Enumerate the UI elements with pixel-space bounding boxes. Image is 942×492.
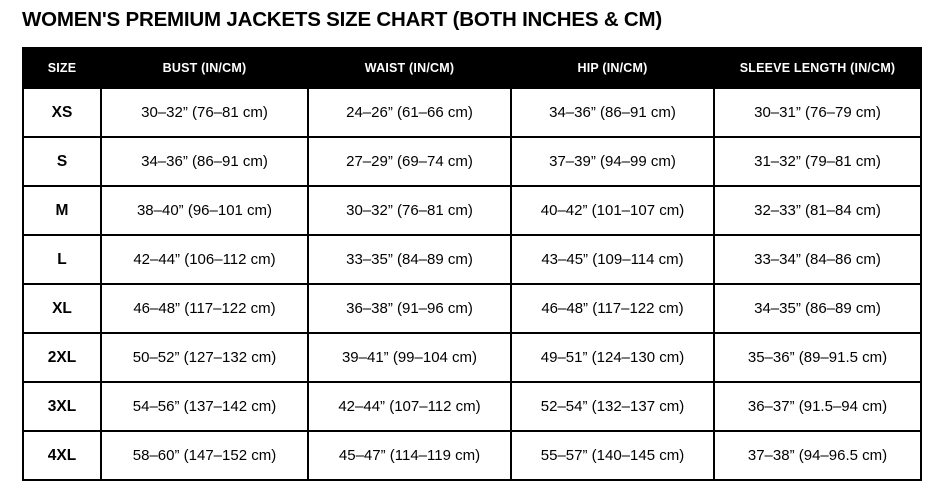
table-row xyxy=(23,235,921,284)
cell-sleeve: 36–37” (91.5–94 cm) xyxy=(714,382,921,431)
cell-bust: 46–48” (117–122 cm) xyxy=(101,284,308,333)
column-header-sleeve-length: SLEEVE LENGTH (IN/CM) xyxy=(714,48,921,88)
cell-bust: 58–60” (147–152 cm) xyxy=(101,431,308,480)
table-row xyxy=(23,333,921,382)
cell-waist: 30–32” (76–81 cm) xyxy=(308,186,511,235)
cell-waist: 24–26” (61–66 cm) xyxy=(308,88,511,137)
cell-sleeve: 37–38” (94–96.5 cm) xyxy=(714,431,921,480)
size-chart-table xyxy=(22,47,922,481)
cell-hip: 43–45” (109–114 cm) xyxy=(511,235,714,284)
table-row xyxy=(23,186,921,235)
cell-hip: 34–36” (86–91 cm) xyxy=(511,88,714,137)
cell-sleeve: 31–32” (79–81 cm) xyxy=(714,137,921,186)
cell-hip: 49–51” (124–130 cm) xyxy=(511,333,714,382)
column-header-hip: HIP (IN/CM) xyxy=(511,48,714,88)
cell-size: 2XL xyxy=(23,333,101,382)
table-header xyxy=(23,48,921,88)
cell-waist: 33–35” (84–89 cm) xyxy=(308,235,511,284)
cell-bust: 54–56” (137–142 cm) xyxy=(101,382,308,431)
cell-sleeve: 30–31” (76–79 cm) xyxy=(714,88,921,137)
table-body xyxy=(23,88,921,480)
cell-waist: 27–29” (69–74 cm) xyxy=(308,137,511,186)
cell-size: L xyxy=(23,235,101,284)
cell-sleeve: 33–34” (84–86 cm) xyxy=(714,235,921,284)
cell-hip: 40–42” (101–107 cm) xyxy=(511,186,714,235)
cell-bust: 42–44” (106–112 cm) xyxy=(101,235,308,284)
cell-size: S xyxy=(23,137,101,186)
cell-hip: 37–39” (94–99 cm) xyxy=(511,137,714,186)
cell-bust: 34–36” (86–91 cm) xyxy=(101,137,308,186)
size-chart-table-container xyxy=(22,47,920,481)
table-row xyxy=(23,88,921,137)
cell-size: XS xyxy=(23,88,101,137)
cell-bust: 30–32” (76–81 cm) xyxy=(101,88,308,137)
cell-bust: 38–40” (96–101 cm) xyxy=(101,186,308,235)
column-header-size: SIZE xyxy=(23,48,101,88)
cell-size: XL xyxy=(23,284,101,333)
column-header-waist: WAIST (IN/CM) xyxy=(308,48,511,88)
cell-size: 4XL xyxy=(23,431,101,480)
cell-waist: 36–38” (91–96 cm) xyxy=(308,284,511,333)
cell-hip: 52–54” (132–137 cm) xyxy=(511,382,714,431)
cell-sleeve: 34–35” (86–89 cm) xyxy=(714,284,921,333)
cell-bust: 50–52” (127–132 cm) xyxy=(101,333,308,382)
table-row xyxy=(23,382,921,431)
cell-hip: 55–57” (140–145 cm) xyxy=(511,431,714,480)
table-row xyxy=(23,137,921,186)
cell-waist: 45–47” (114–119 cm) xyxy=(308,431,511,480)
page-title: WOMEN'S PREMIUM JACKETS SIZE CHART (BOTH INCHES & CM) xyxy=(22,8,663,31)
table-row xyxy=(23,284,921,333)
cell-sleeve: 35–36” (89–91.5 cm) xyxy=(714,333,921,382)
cell-size: M xyxy=(23,186,101,235)
cell-size: 3XL xyxy=(23,382,101,431)
table-row xyxy=(23,431,921,480)
cell-waist: 39–41” (99–104 cm) xyxy=(308,333,511,382)
table-header-row xyxy=(23,48,921,88)
cell-hip: 46–48” (117–122 cm) xyxy=(511,284,714,333)
cell-waist: 42–44” (107–112 cm) xyxy=(308,382,511,431)
column-header-bust: BUST (IN/CM) xyxy=(101,48,308,88)
cell-sleeve: 32–33” (81–84 cm) xyxy=(714,186,921,235)
